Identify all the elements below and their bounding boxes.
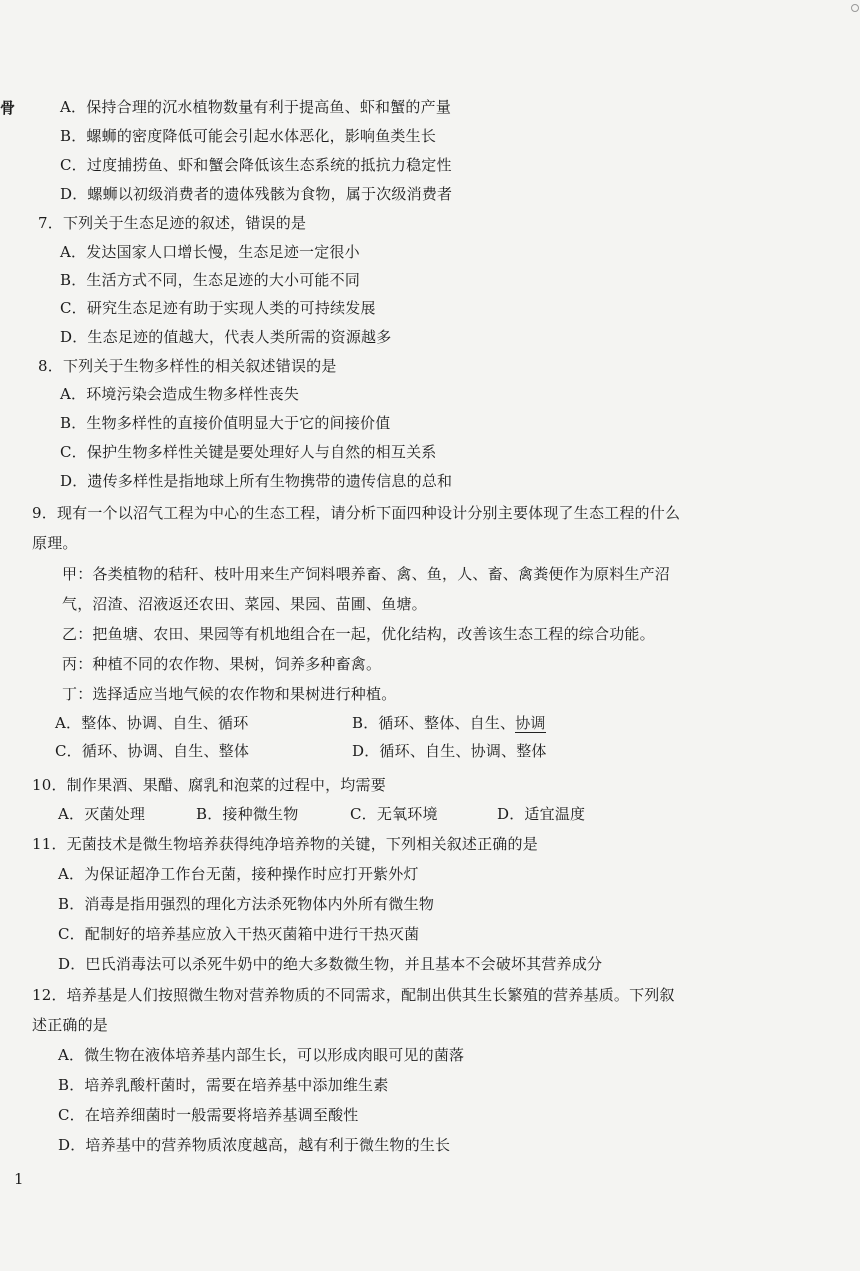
margin-mark: 骨 [0, 99, 16, 117]
q7-option-a: A．发达国家人口增长慢，生态足迹一定很小 [60, 243, 360, 261]
q12-stem-line2: 述正确的是 [32, 1016, 109, 1034]
q9-stem-line2: 原理。 [32, 534, 78, 552]
q12-stem-line1: 12．培养基是人们按照微生物对营养物质的不同需求，配制出供其生长繁殖的营养基质。下列叙 [32, 986, 675, 1004]
q6-option-d: D．螺蛳以初级消费者的遗体残骸为食物，属于次级消费者 [60, 185, 453, 203]
q7-option-d: D．生态足迹的值越大，代表人类所需的资源越多 [60, 328, 392, 346]
q11-option-a: A．为保证超净工作台无菌，接种操作时应打开紫外灯 [58, 865, 419, 883]
q9-option-b [352, 713, 546, 733]
q9-option-c: C．循环、协调、自生、整体 [55, 742, 250, 760]
q7-stem: 7．下列关于生态足迹的叙述，错误的是 [38, 214, 307, 232]
q6-option-a: A．保持合理的沉水植物数量有利于提高鱼、虾和蟹的产量 [60, 98, 452, 116]
q9-design-jia-line1: 甲：各类植物的秸秆、枝叶用来生产饲料喂养畜、禽、鱼，人、畜、禽粪便作为原料生产沼 [62, 565, 671, 583]
q10-option-b: B．接种微生物 [196, 805, 299, 823]
q6-option-c: C．过度捕捞鱼、虾和蟹会降低该生态系统的抵抗力稳定性 [60, 156, 452, 174]
q12-option-a: A．微生物在液体培养基内部生长，可以形成肉眼可见的菌落 [58, 1046, 465, 1064]
q9-option-b-text: B．循环、整体、自生、 [352, 714, 516, 732]
q11-option-c: C．配制好的培养基应放入干热灭菌箱中进行干热灭菌 [58, 925, 420, 943]
q8-option-d: D．遗传多样性是指地球上所有生物携带的遗传信息的总和 [60, 472, 453, 490]
q8-option-b: B．生物多样性的直接价值明显大于它的间接价值 [60, 414, 391, 432]
q12-option-b: B．培养乳酸杆菌时，需要在培养基中添加维生素 [58, 1076, 389, 1094]
q12-option-d: D．培养基中的营养物质浓度越高，越有利于微生物的生长 [58, 1136, 451, 1154]
q11-option-d: D．巴氏消毒法可以杀死牛奶中的绝大多数微生物，并且基本不会破坏其营养成分 [58, 955, 603, 973]
q12-option-c: C．在培养细菌时一般需要将培养基调至酸性 [58, 1106, 359, 1124]
edge-mark-icon [851, 4, 859, 12]
q9-design-bing: 丙：种植不同的农作物、果树，饲养多种畜禽。 [62, 655, 382, 673]
q8-option-c: C．保护生物多样性关键是要处理好人与自然的相互关系 [60, 443, 437, 461]
q10-option-d: D．适宜温度 [497, 805, 586, 823]
q10-stem: 10．制作果酒、果醋、腐乳和泡菜的过程中，均需要 [32, 776, 386, 794]
q9-option-d: D．循环、自生、协调、整体 [352, 742, 547, 760]
q7-option-c: C．研究生态足迹有助于实现人类的可持续发展 [60, 299, 376, 317]
q9-design-jia-line2: 气，沼渣、沼液返还农田、菜园、果园、苗圃、鱼塘。 [62, 595, 427, 613]
q9-stem-line1: 9．现有一个以沼气工程为中心的生态工程，请分析下面四种设计分别主要体现了生态工程的什么 [32, 504, 681, 522]
q8-option-a: A．环境污染会造成生物多样性丧失 [60, 385, 300, 403]
page-number: 1 [14, 1170, 24, 1188]
q6-option-b: B．螺蛳的密度降低可能会引起水体恶化，影响鱼类生长 [60, 127, 437, 145]
q10-option-a: A．灭菌处理 [58, 805, 146, 823]
q7-option-b: B．生活方式不同，生态足迹的大小可能不同 [60, 271, 361, 289]
q10-option-c: C．无氧环境 [350, 805, 438, 823]
q11-stem: 11．无菌技术是微生物培养获得纯净培养物的关键，下列相关叙述正确的是 [32, 835, 538, 853]
q9-design-ding: 丁：选择适应当地气候的农作物和果树进行种植。 [62, 685, 397, 703]
q8-stem: 8．下列关于生物多样性的相关叙述错误的是 [38, 357, 337, 375]
q9-option-b-handwritten-underline: 协调 [515, 714, 546, 732]
q9-design-yi: 乙：把鱼塘、农田、果园等有机地组合在一起，优化结构，改善该生态工程的综合功能。 [62, 625, 655, 643]
q11-option-b: B．消毒是指用强烈的理化方法杀死物体内外所有微生物 [58, 895, 435, 913]
q9-option-a: A．整体、协调、自生、循环 [55, 714, 249, 732]
